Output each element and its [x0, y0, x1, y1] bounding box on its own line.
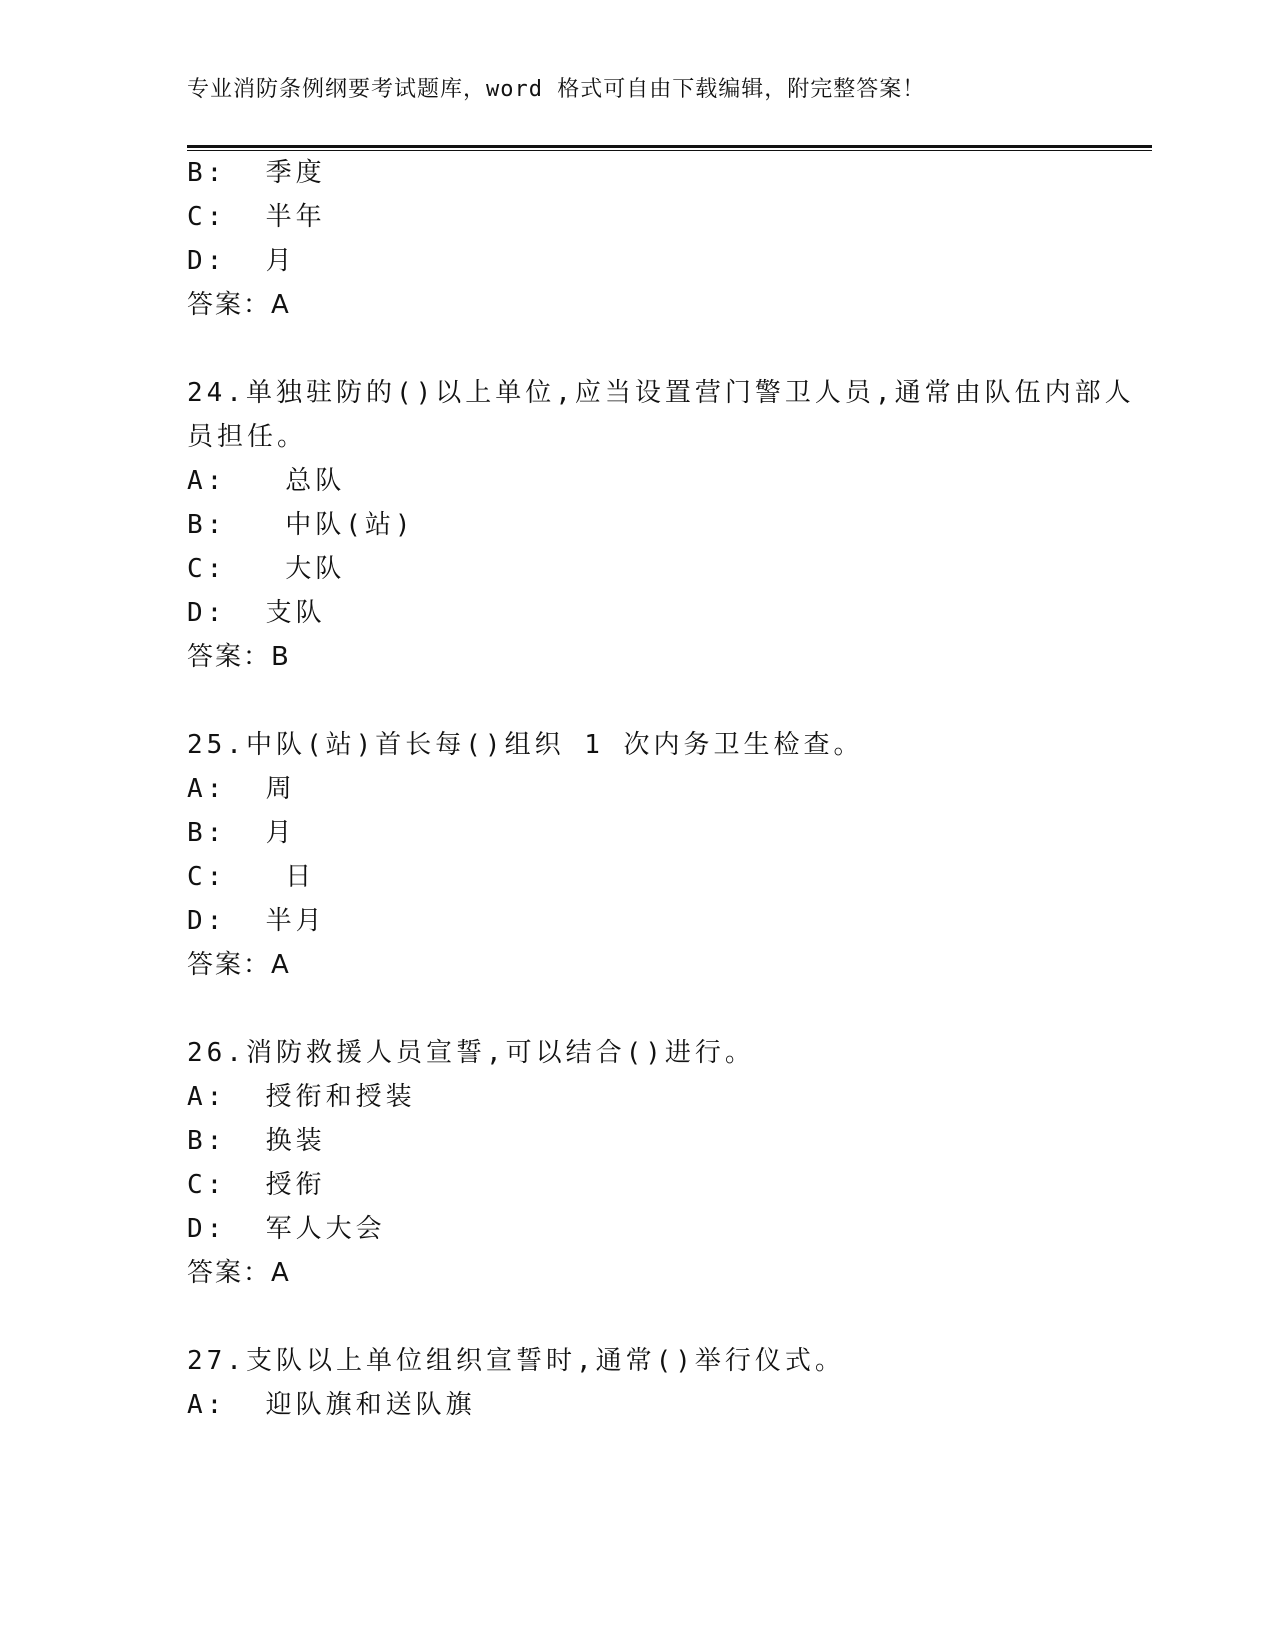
q24-stem-line2: 员担任。 [187, 422, 308, 452]
q25-answer: 答案：A [187, 950, 291, 980]
q25-option-c: C: 日 [187, 862, 316, 892]
q24-stem-line1: 24.单独驻防的()以上单位,应当设置营门警卫人员,通常由队伍内部人 [187, 378, 1135, 408]
q24-option-d: D: 支队 [187, 598, 326, 628]
q26-option-c: C: 授衔 [187, 1170, 326, 1200]
q27-stem: 27.支队以上单位组织宣誓时,通常()举行仪式。 [187, 1346, 845, 1376]
q25-option-d: D: 半月 [187, 906, 326, 936]
q24-answer: 答案：B [187, 642, 291, 672]
header-rule-thick [187, 145, 1152, 148]
q24-option-a: A: 总队 [187, 466, 346, 496]
q26-answer: 答案：A [187, 1258, 291, 1288]
q26-option-b: B: 换装 [187, 1126, 326, 1156]
q25-option-a: A: 周 [187, 774, 296, 804]
page-header: 专业消防条例纲要考试题库，word 格式可自由下载编辑，附完整答案！ [187, 77, 926, 102]
q25-stem: 25.中队(站)首长每()组织 1 次内务卫生检查。 [187, 730, 864, 760]
q23-option-d: D: 月 [187, 246, 296, 276]
q23-option-c: C: 半年 [187, 202, 326, 232]
q25-option-b: B: 月 [187, 818, 296, 848]
header-rule-thin [187, 150, 1152, 151]
q26-option-d: D: 军人大会 [187, 1214, 386, 1244]
q24-option-b: B: 中队(站) [187, 510, 415, 540]
q26-option-a: A: 授衔和授装 [187, 1082, 416, 1112]
q27-option-a: A: 迎队旗和送队旗 [187, 1390, 476, 1420]
q23-option-b: B: 季度 [187, 158, 326, 188]
q26-stem: 26.消防救援人员宣誓,可以结合()进行。 [187, 1038, 755, 1068]
q23-answer: 答案：A [187, 290, 291, 320]
q24-option-c: C: 大队 [187, 554, 346, 584]
